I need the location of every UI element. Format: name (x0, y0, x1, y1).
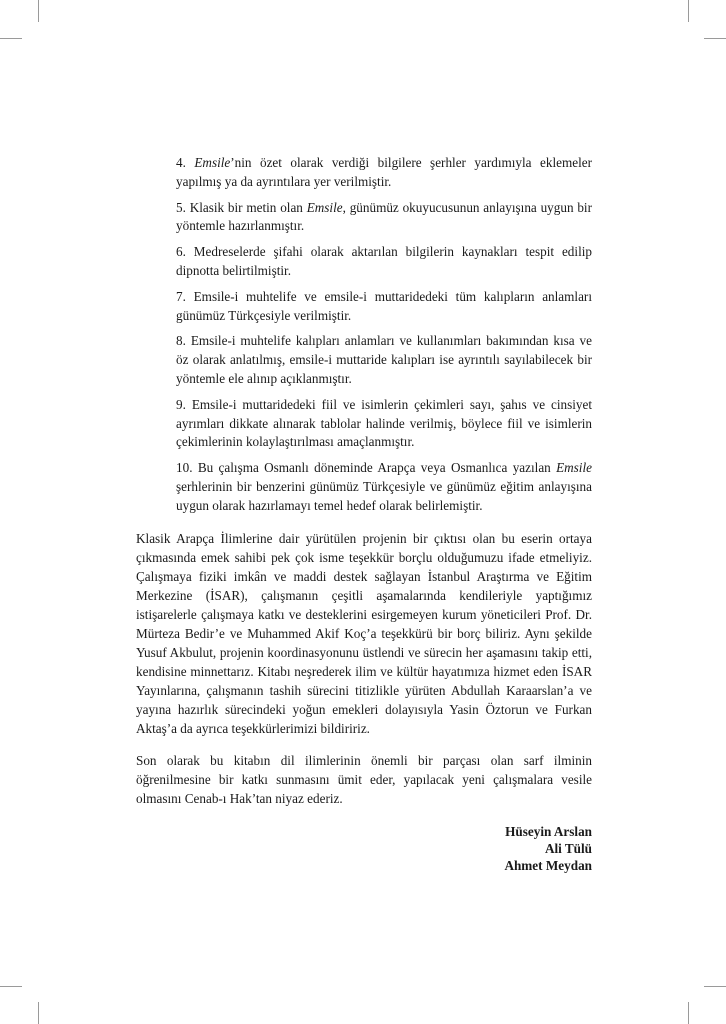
crop-mark-top-right (688, 0, 689, 22)
list-item-text: , günümüz okuyucusunun anlayışına uygun bir yöntemle hazırlanmıştır. (176, 199, 592, 234)
signature-name: Ali Tülü (544, 840, 592, 856)
acknowledgement-paragraph: Klasik Arapça İlimlerine dair yürütülen projenin bir çıktısı olan bu eserin ortaya çıkmasında emek sahibi pek çok isme teşekkür borçlu olduğumuzu ifade etmeliyiz. Çalışmaya fiziki imkân ve maddi destek sağlayan İstanbul Araştırma ve Eğitim Merkezine (İSAR), çalışmanın çeşitli aşamalarında kendileriyle yaptığımız istişarelerle çalışmaya katkı ve desteklerini esirgemeyen kurum yöneticileri Prof. Dr. Mürteza Bedir’e ve Muhammed Akif Koç’a teşekkürü bir borç biliriz. Aynı şekilde Yusuf Akbulut, projenin koordinasyonunu üstlendi ve sürecin her aşamasını takip etti, kendisine minnettarız. Kitabı neşrederek ilim ve kültür hayatımıza hizmet eden İSAR Yayınlarına, çalışmanın tashih sürecini titizlikle yürüten Abdullah Karaarslan’a ve yayına hazırlık sürecindeki yoğun emekleri dolayısıyla Yasin Öztorun ve Furkan Aktaş’a da ayrıca teşekkürlerimizi bildiririz. (136, 530, 592, 736)
signature-name: Hüseyin Arslan (505, 823, 592, 839)
list-item-text: 9. Emsile-i muttaridedeki fiil ve isimlerin çekimleri sayı, şahıs ve cinsiyet ayrımları dikkate alınarak tablolar halinde verilmiş, böylece fiil ve isimlerin çekimlerinin kolaylaştırılması amaçlanmıştır. (176, 396, 592, 450)
list-item (176, 288, 592, 326)
crop-mark-bottom-right-h (704, 986, 726, 987)
crop-mark-top-left-h (0, 38, 22, 39)
list-item (176, 459, 592, 515)
italic-title: Emsile (556, 460, 592, 476)
page-body (136, 154, 592, 874)
closing-paragraph: Son olarak bu kitabın dil ilimlerinin önemli bir parçası olan sarf ilminin öğrenilmesine bir katkı sunmasını ümit eder, yapılacak yeni çalışmalara vesile olmasını Cenab-ı Hak’tan niyaz ederiz. (136, 752, 592, 806)
list-item-text: 10. Bu çalışma Osmanlı döneminde Arapça veya Osmanlıca yazılan (176, 460, 557, 476)
crop-mark-top-left (38, 0, 39, 22)
list-item (176, 332, 592, 388)
list-item-text: 5. Klasik bir metin olan (176, 199, 307, 215)
list-item (176, 154, 592, 192)
crop-mark-bottom-right (688, 1002, 689, 1024)
crop-mark-bottom-left-h (0, 986, 22, 987)
list-item-text: 7. Emsile-i muhtelife ve emsile-i muttaridedeki tüm kalıpların anlamları günümüz Türkçesiyle verilmiştir. (176, 288, 592, 323)
list-item-text: ’nin özet olarak verdiği bilgilere şerhler yardımıyla eklemeler yapılmış ya da ayrıntılara yer verilmiştir. (176, 155, 592, 189)
crop-mark-top-right-h (704, 38, 726, 39)
list-item-text: şerhlerinin bir benzerini günümüz Türkçesiyle ve günümüz eğitim anlayışına uygun olarak hazırlamayı temel hedef olarak belirlemiştir. (176, 478, 592, 513)
list-item-text: 4. (176, 155, 195, 170)
italic-title: Emsile (194, 155, 231, 170)
list-item (176, 396, 592, 452)
crop-mark-bottom-left (38, 1002, 39, 1024)
list-item-text: 8. Emsile-i muhtelife kalıpları anlamları ve kullanımları bakımından kısa ve öz olarak anlatılmış, emsile-i muttaride kalıpları ise ayrıntılı sayılabilecek bir yöntemle ele alınıp açıklanmıştır. (176, 333, 592, 386)
list-item-text: 6. Medreselerde şifahi olarak aktarılan bilgilerin kaynakları tespit edilip dipnotta belirtilmiştir. (176, 244, 592, 278)
list-item (176, 243, 592, 281)
italic-title: Emsile (306, 199, 343, 215)
list-item (176, 199, 592, 237)
signature-block (136, 823, 592, 874)
signature-name: Ahmet Meydan (504, 857, 592, 873)
numbered-list (136, 154, 592, 516)
